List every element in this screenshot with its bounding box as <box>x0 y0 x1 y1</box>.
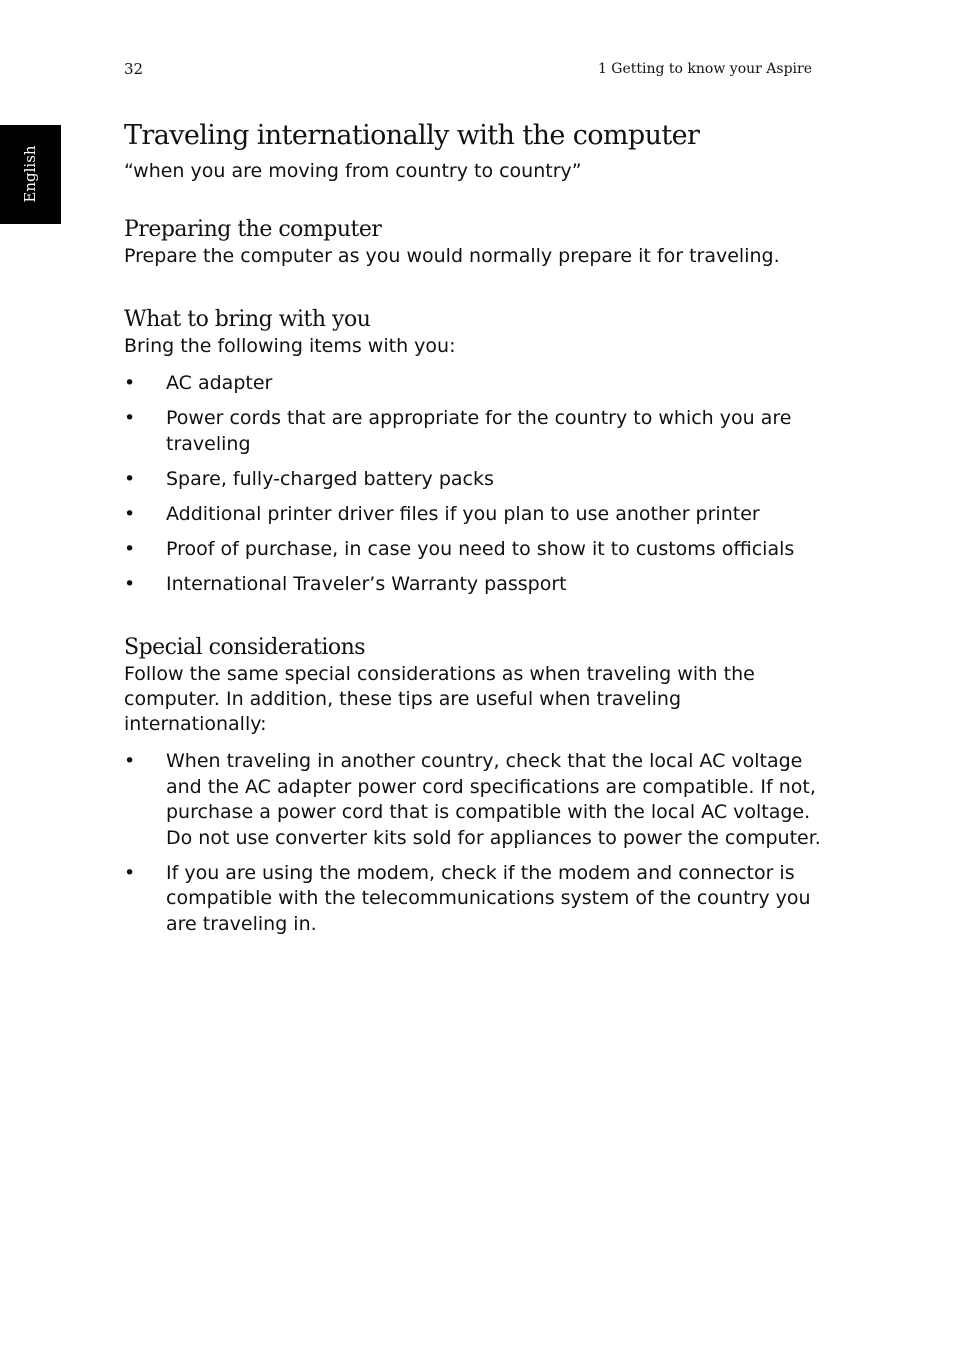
section-heading: Special considerations <box>124 635 366 660</box>
bring-list <box>124 371 824 597</box>
page-number: 32 <box>124 60 144 78</box>
list-item <box>124 572 824 598</box>
list-item <box>124 537 824 563</box>
list-item-text: Spare, fully-charged battery packs <box>166 467 494 490</box>
list-item-text: When traveling in another country, check that the local AC voltage and the AC adapter power cord specifications are compatible. If not, purchase a power cord that is compatible with the local AC voltage. Do not use converter kits sold for appliances to power the computer. <box>166 750 821 849</box>
list-item <box>124 371 824 397</box>
section-text: Prepare the computer as you would normally prepare it for traveling. <box>124 245 780 267</box>
language-tab <box>0 125 61 224</box>
bullet-icon: • <box>124 861 136 884</box>
section-text: Follow the same special considerations as when traveling with the computer. In addition, these tips are useful when traveling internationally: <box>124 663 755 735</box>
bullet-icon: • <box>124 537 136 560</box>
list-item-text: Additional printer driver files if you plan to use another printer <box>166 502 760 525</box>
considerations-list <box>124 749 824 937</box>
list-item-text: Power cords that are appropriate for the country to which you are traveling <box>166 407 792 455</box>
list-item <box>124 467 824 493</box>
list-item-text: If you are using the modem, check if the modem and connector is compatible with the telecommunications system of the country you are traveling in. <box>166 861 811 935</box>
language-tab-label: English <box>21 145 39 203</box>
list-item <box>124 406 824 457</box>
section-what-to-bring <box>124 306 824 597</box>
list-item-text: International Traveler’s Warranty passport <box>166 572 567 595</box>
bullet-icon: • <box>124 372 136 394</box>
section-special-considerations <box>124 634 824 937</box>
page-content <box>124 118 824 947</box>
running-header: 1 Getting to know your Aspire <box>597 61 812 77</box>
section-text: Bring the following items with you: <box>124 335 456 357</box>
list-item <box>124 502 824 528</box>
bullet-icon: • <box>124 750 136 772</box>
list-item-text: Proof of purchase, in case you need to show it to customs officials <box>166 537 795 560</box>
bullet-icon: • <box>124 467 136 490</box>
list-item-text: AC adapter <box>166 372 273 394</box>
bullet-icon: • <box>124 502 136 525</box>
section-heading: What to bring with you <box>124 307 371 332</box>
bullet-icon: • <box>124 407 136 429</box>
section-heading: Preparing the computer <box>124 217 382 242</box>
page-title: Traveling internationally with the computer <box>124 120 700 151</box>
bullet-icon: • <box>124 572 136 595</box>
list-item <box>124 861 824 938</box>
list-item <box>124 749 824 851</box>
page-tagline: “when you are moving from country to country” <box>124 160 582 182</box>
section-preparing <box>124 216 824 269</box>
